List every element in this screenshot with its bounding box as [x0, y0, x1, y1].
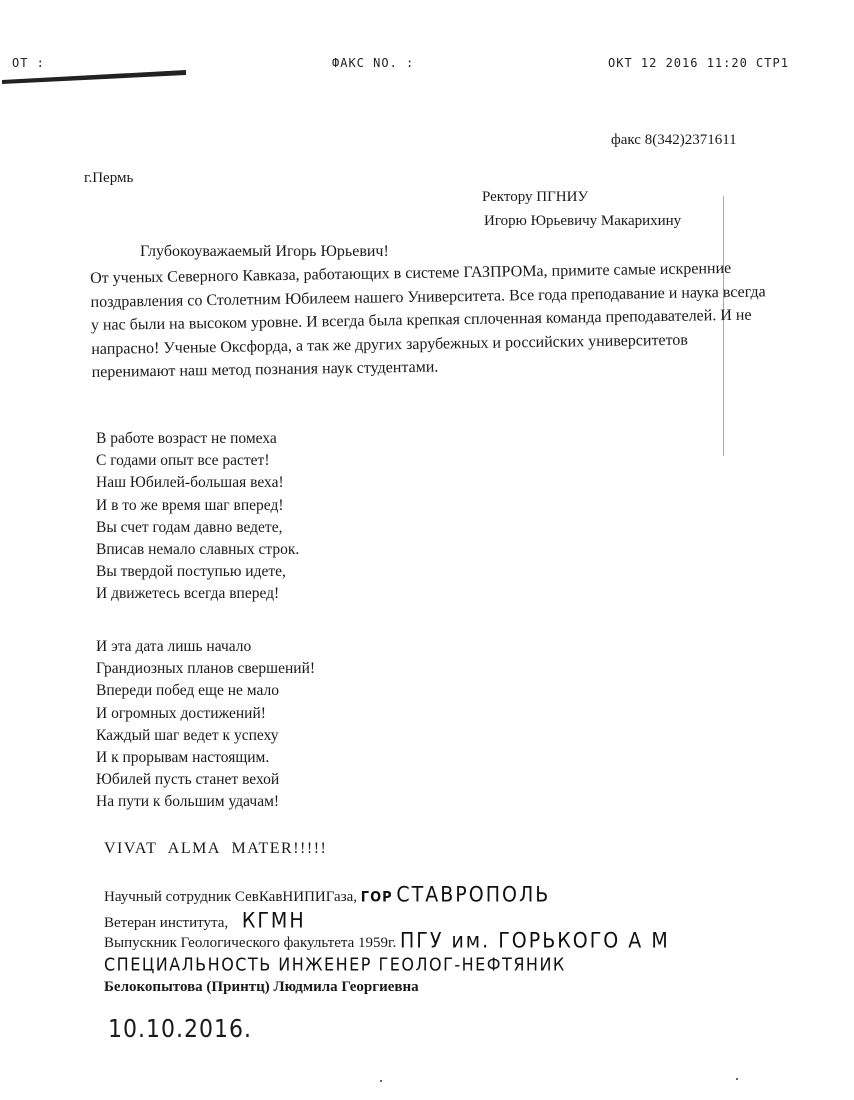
signature-city-abbr: ГОР — [360, 889, 393, 906]
body-paragraph — [90, 256, 772, 384]
signature-position: Научный сотрудник СевКавНИПИГаза, — [104, 889, 358, 905]
poem-line: И огромных достижений! — [96, 704, 266, 722]
signature-line-3 — [104, 930, 670, 952]
poem-line: Вы твердой поступью идете, — [96, 563, 286, 581]
fax-number: факс 8(342)2371611 — [611, 132, 737, 148]
signature-line-2 — [104, 910, 306, 932]
signature-name: Белокопытова (Принтц) Людмила Георгиевна — [104, 979, 419, 995]
signature-university: ПГУ им. ГОРЬКОГО А М — [399, 928, 670, 954]
poem-line: Вписав немало славных строк. — [96, 541, 300, 559]
fax-header-number-label: ФАКС NO. : — [332, 56, 415, 70]
poem-line: И в то же время шаг вперед! — [96, 496, 284, 514]
poem-line: И движетесь всегда вперед! — [96, 585, 280, 603]
recipient-block — [482, 185, 681, 233]
poem-line: Вы счет годам давно ведете, — [96, 518, 283, 536]
recipient-name: Игорю Юрьевичу Макарихину — [484, 213, 682, 229]
poem-line: В работе возраст не помеха — [96, 430, 277, 447]
poem-line: Наш Юбилей-большая веха! — [96, 474, 284, 492]
poem-line: Впереди побед еще не мало — [96, 682, 279, 700]
greeting: Глубокоуважаемый Игорь Юрьевич! — [140, 243, 389, 260]
poem-line: И к прорывам настоящим. — [96, 749, 270, 767]
handwritten-date: 10.10.2016. — [108, 1015, 252, 1044]
vivat-line: VIVAT ALMA MATER!!!!! — [104, 840, 328, 857]
poem-line: На пути к большим удачам! — [96, 793, 280, 811]
recipient-title: Ректору ПГНИУ — [482, 189, 589, 205]
poem-line: Каждый шаг ведет к успеху — [96, 726, 279, 744]
poem-line: С годами опыт все растет! — [96, 452, 270, 470]
body-paragraph-text: От ученых Северного Кавказа, работающих в системе ГАЗПРОМа, примите самые искренние поздравления со Столетним Юбилеем нашего Университета. Все года преподавание и наука всегда у нас были на высоком уровне. И всегда была крепкая сплоченная команда преподавателей. И не напрасно! Ученые Оксфорда, а так же других зарубежных и российских университетов перенимают наш метод познания наук студентами. — [90, 259, 766, 381]
signature-line-1 — [104, 884, 550, 906]
signature-degree: КГМН — [241, 908, 306, 934]
poem-line: Грандиозных планов свершений! — [96, 660, 316, 678]
signature-line-4 — [104, 955, 566, 975]
poem-stanza-2 — [96, 636, 315, 814]
fax-header-datetime: ОКТ 12 2016 11:20 СТР1 — [608, 56, 789, 70]
poem-line: И эта дата лишь начало — [96, 638, 252, 655]
city: г.Пермь — [84, 170, 134, 186]
signature-graduate: Выпускник Геологического факультета 1959г. — [104, 935, 397, 951]
scan-speck — [380, 1080, 382, 1082]
poem-stanza-1 — [96, 428, 299, 606]
redaction-smear — [2, 68, 186, 84]
poem-line: Юбилей пусть станет вехой — [96, 771, 280, 789]
scan-speck — [736, 1078, 738, 1080]
signature-city: СТАВРОПОЛЬ — [396, 882, 551, 908]
signature-specialty: СПЕЦИАЛЬНОСТЬ ИНЖЕНЕР ГЕОЛОГ-НЕФТЯНИК — [104, 953, 566, 976]
signature-veteran: Ветеран института, — [104, 915, 229, 931]
fax-header-from: OT : — [12, 56, 45, 70]
